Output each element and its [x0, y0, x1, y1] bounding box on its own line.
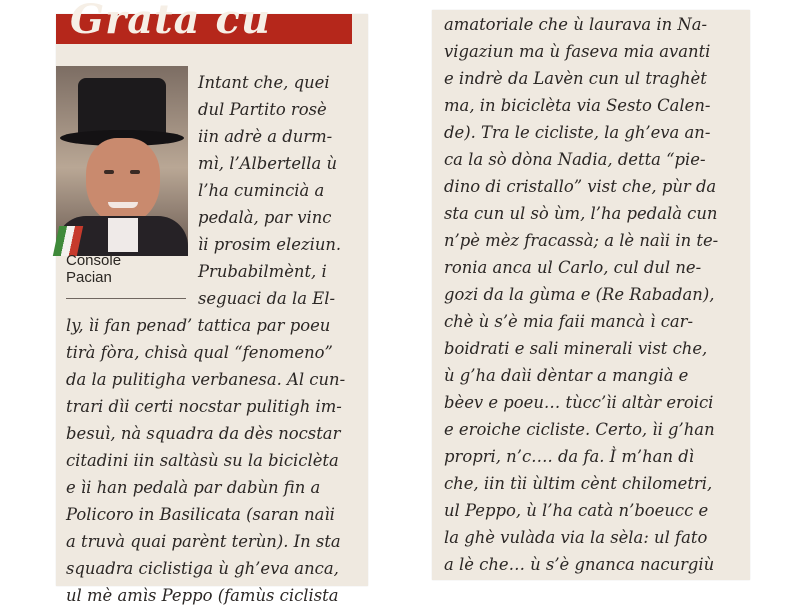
text-line: ca la sò dòna Nadia, detta “pie- — [444, 150, 706, 169]
right-clipping — [432, 10, 750, 580]
text-line: boidrati e sali minerali vist che, — [444, 339, 708, 358]
text-line: bèev e poeu… tùcc’ìi altàr eroici — [444, 393, 714, 412]
portrait-photo — [56, 66, 188, 251]
text-line: propri, n’c…. da fa. Ì m’han dì — [444, 447, 694, 466]
text-line: ma, in biciclèta via Sesto Calen- — [444, 96, 711, 115]
text-line: Policoro in Basilicata (saran naìi — [66, 505, 335, 524]
text-line: a truvà quai parènt terùn). In sta — [66, 532, 341, 551]
text-line: gozi da la gùma e (Re Rabadan), — [444, 285, 715, 304]
text-line: la ghè vulàda via la sèla: ul fato — [444, 528, 708, 547]
text-line: amatoriale che ù laurava in Na- — [444, 15, 708, 34]
text-line: a lè che… ù s’è gnanca nacurgiù — [444, 555, 715, 574]
text-line: e ìi han pedalà par dabùn fin a — [66, 478, 321, 497]
text-line: besuì, nà squadra da dès nocstar — [66, 424, 341, 443]
text-line: dul Partito rosè — [198, 100, 327, 119]
text-line: iin adrè a durm- — [198, 127, 333, 146]
text-line: Prubabilmènt, i — [198, 262, 327, 281]
left-clipping — [56, 0, 368, 605]
text-line: Intant che, quei — [198, 73, 330, 92]
text-line: e indrè da Lavèn cun ul traghèt — [444, 69, 707, 88]
text-line: ù g’ha daìi dèntar a mangià e — [444, 366, 689, 385]
header-title: Grata cu — [70, 0, 271, 43]
text-line: mì, l’Albertella ù — [198, 154, 338, 173]
text-line: squadra ciclistiga ù gh’eva anca, — [66, 559, 339, 578]
text-line: chè ù s’è mia faii mancà ì car- — [444, 312, 694, 331]
caption-line: Pacian — [66, 269, 112, 286]
text-line: citadini iin saltàsù su la biciclèta — [66, 451, 339, 470]
text-line: pedalà, par vinc — [198, 208, 332, 227]
text-line: ly, ìi fan penad’ tattica par poeu — [66, 316, 331, 335]
text-line: e eroiche cicliste. Certo, ìi g’han — [444, 420, 715, 439]
text-line: seguaci da la El- — [198, 289, 336, 308]
text-line: dino di cristallo” vist che, pùr da — [444, 177, 717, 196]
header-bar — [56, 0, 352, 44]
text-line: da la pulitigha verbanesa. Al cun- — [66, 370, 346, 389]
text-line: trari dìi certi nocstar pulitigh im- — [66, 397, 342, 416]
text-line: che, iin tìi ùltim cènt chilometri, — [444, 474, 713, 493]
text-line: ul Peppo, ù l’ha catà n’boeucc e — [444, 501, 709, 520]
caption-divider — [66, 298, 186, 299]
photo-caption — [66, 252, 176, 286]
text-line: ul mè amìs Peppo (famùs ciclista — [66, 586, 339, 605]
top-hat-icon — [78, 78, 166, 136]
text-line: tirà fòra, chisà qual “fenomeno” — [66, 343, 333, 362]
text-line: de). Tra le cicliste, la gh’eva an- — [444, 123, 711, 142]
text-line: l’ha cumincià a — [198, 181, 325, 200]
text-line: vigaziun ma ù faseva mia avanti — [444, 42, 711, 61]
text-line: n’pè mèz fracassà; a lè naìi in te- — [444, 231, 719, 250]
text-line: ìi prosim eleziun. — [198, 235, 342, 254]
caption-line: Console — [66, 252, 122, 269]
text-line: sta cun ul sò ùm, l’ha pedalà cun — [444, 204, 718, 223]
text-line: ronia anca ul Carlo, cul dul ne- — [444, 258, 702, 277]
